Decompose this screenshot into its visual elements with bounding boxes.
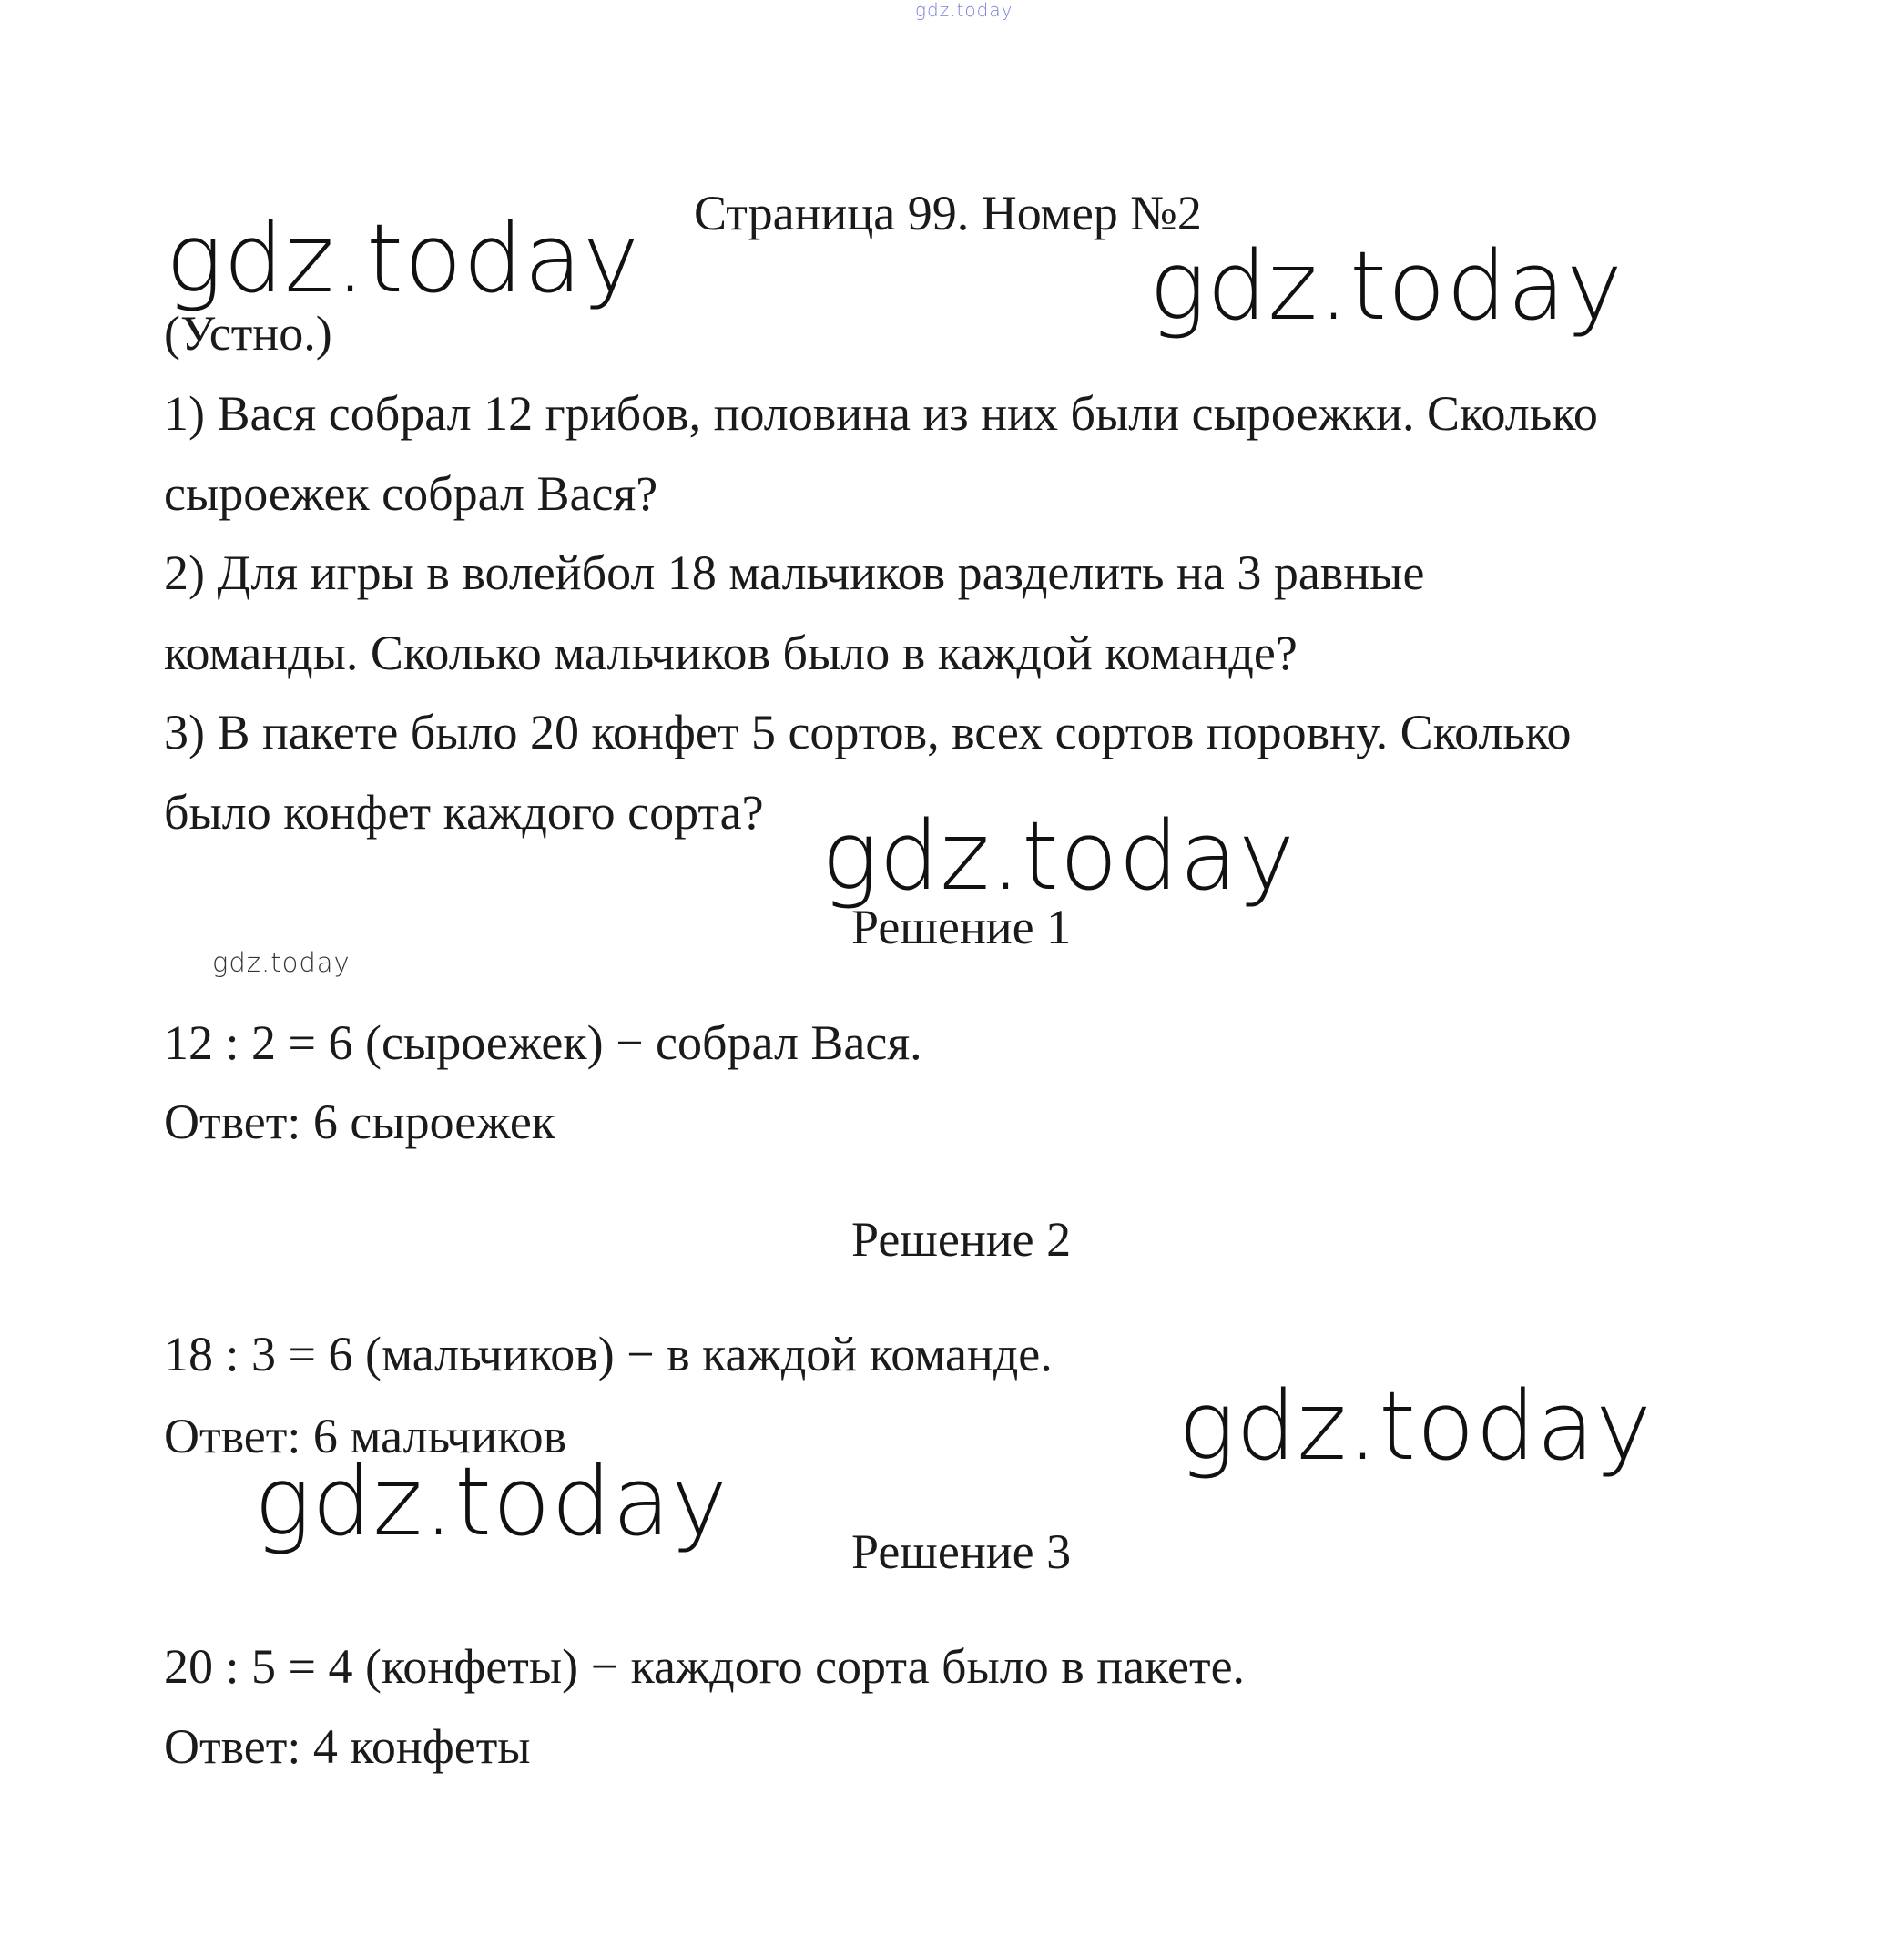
watermark: gdz.today: [821, 800, 1296, 912]
watermark-top: gdz.today: [915, 0, 1013, 21]
watermark-small: gdz.today: [212, 947, 351, 978]
solution-answer: Ответ: 6 мальчиков: [164, 1409, 567, 1463]
page-title: Страница 99. Номер №2: [694, 186, 1202, 240]
solution-equation: 20 : 5 = 4 (конфеты) − каждого сорта было в пакете.: [164, 1639, 1246, 1694]
solution-answer: Ответ: 4 конфеты: [164, 1719, 531, 1774]
watermark: gdz.today: [166, 203, 640, 314]
task-line: 3) В пакете было 20 конфет 5 сортов, всех сортов поровну. Сколько: [164, 705, 1572, 759]
task-line: 1) Вася собрал 12 грибов, половина из них были сыроежки. Сколько: [164, 386, 1598, 441]
solution-heading: Решение 1: [851, 900, 1072, 954]
solution-heading: Решение 3: [851, 1524, 1072, 1579]
solution-answer: Ответ: 6 сыроежек: [164, 1095, 556, 1149]
solution-equation: 12 : 2 = 6 (сыроежек) − собрал Вася.: [164, 1015, 922, 1070]
watermark: gdz.today: [254, 1446, 728, 1557]
watermark: gdz.today: [1178, 1370, 1653, 1482]
task-line: 2) Для игры в волейбол 18 мальчиков разделить на 3 равные: [164, 545, 1425, 600]
watermark: gdz.today: [1149, 230, 1624, 341]
solution-heading: Решение 2: [851, 1212, 1072, 1267]
task-line: сыроежек собрал Вася?: [164, 466, 658, 521]
mode-note: (Устно.): [164, 306, 332, 361]
solution-equation: 18 : 3 = 6 (мальчиков) − в каждой команде.: [164, 1327, 1053, 1381]
task-line: было конфет каждого сорта?: [164, 785, 764, 840]
task-line: команды. Сколько мальчиков было в каждой команде?: [164, 626, 1298, 680]
